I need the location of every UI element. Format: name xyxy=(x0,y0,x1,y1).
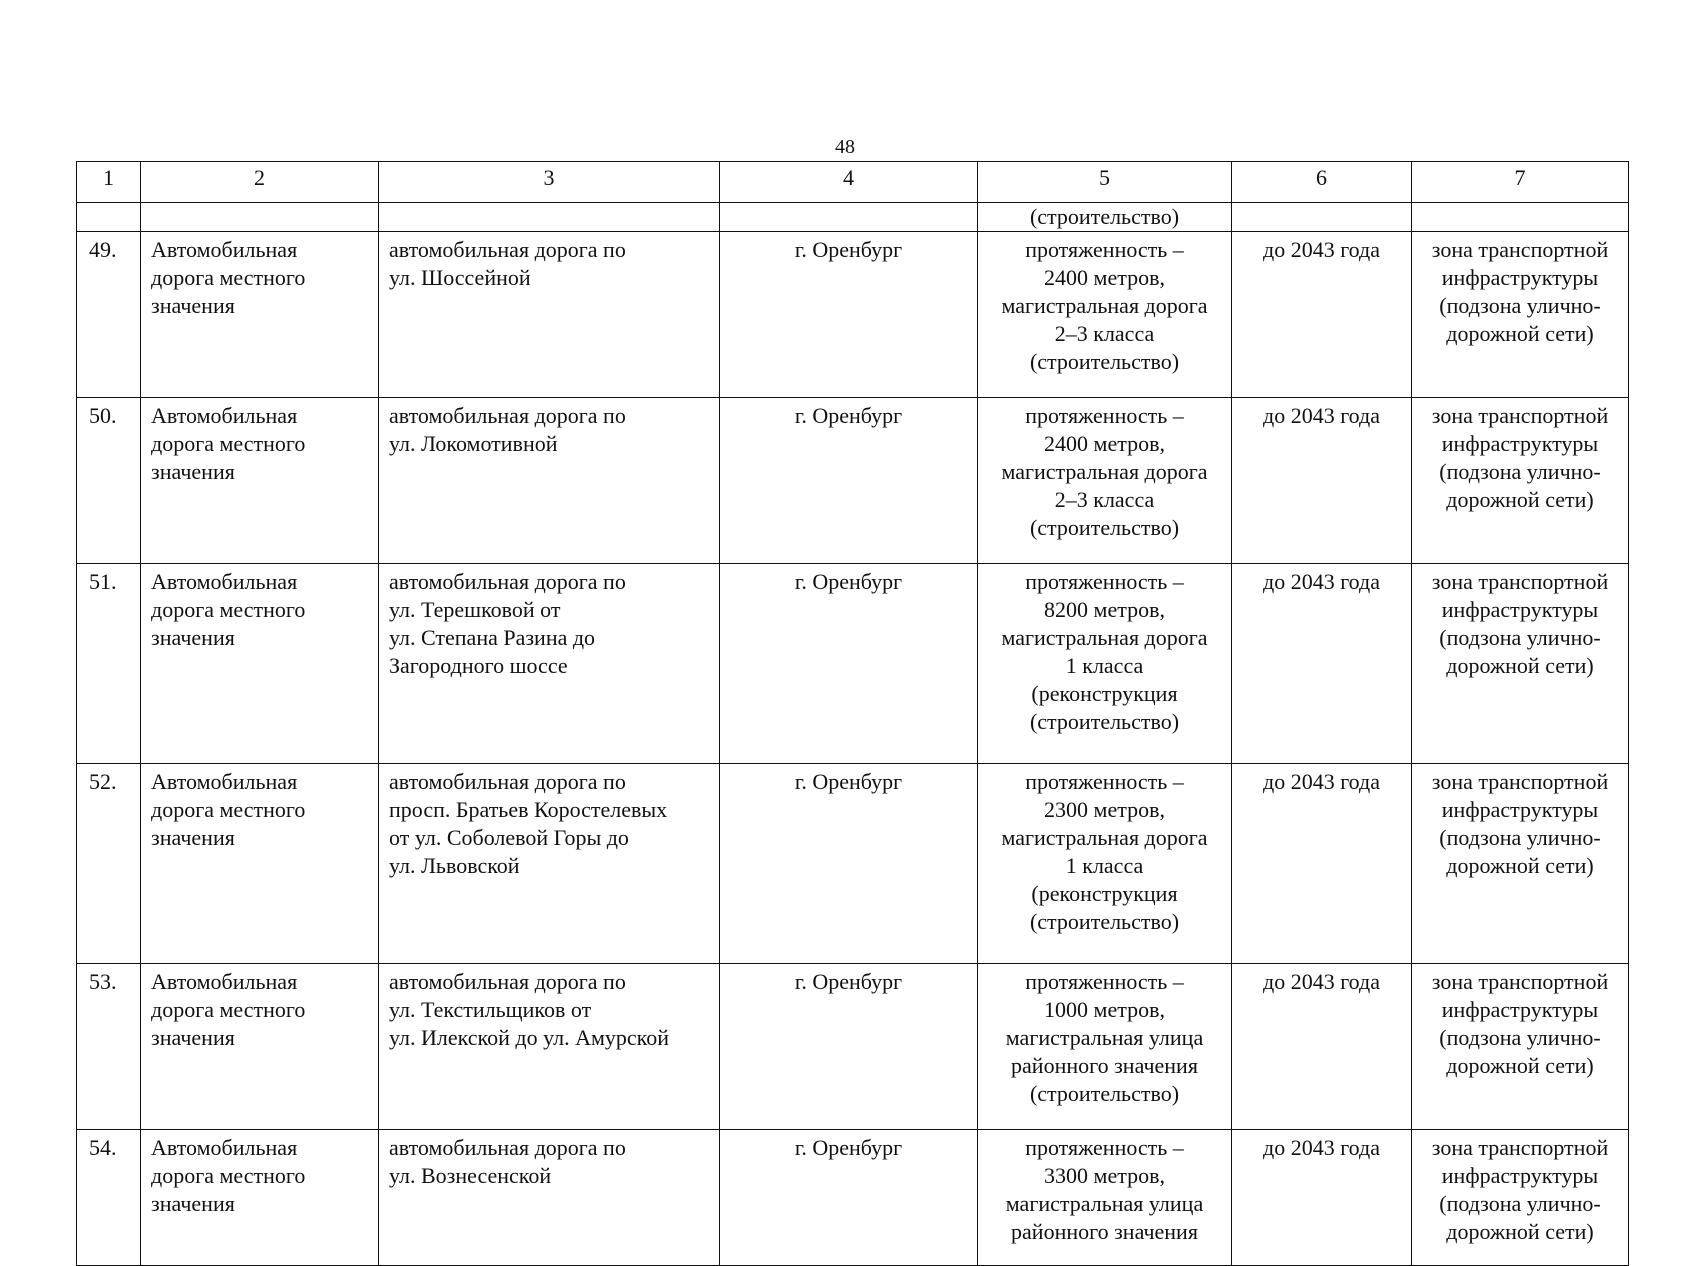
params-line: (реконструкция xyxy=(1031,881,1178,906)
type-line: значения xyxy=(151,1191,235,1216)
zone-line: дорожной сети) xyxy=(1446,487,1594,512)
zone-line: (подзона улично- xyxy=(1439,625,1601,650)
cell-params xyxy=(978,764,1232,964)
params-line: 1 класса xyxy=(1065,653,1144,678)
name-line: ул. Степана Разина до xyxy=(389,625,596,650)
zone-line: зона транспортной xyxy=(1431,969,1609,994)
cell-name xyxy=(379,398,720,564)
params-line: магистральная дорога xyxy=(1001,625,1208,650)
params-line: протяженность – xyxy=(1025,403,1184,428)
type-line: дорога местного xyxy=(151,1163,306,1188)
zone-line: (подзона улично- xyxy=(1439,1025,1601,1050)
cell-name xyxy=(379,564,720,764)
name-line: ул. Терешковой от xyxy=(389,597,561,622)
type-line: дорога местного xyxy=(151,797,306,822)
zone-line: дорожной сети) xyxy=(1446,653,1594,678)
cell-term: до 2043 года xyxy=(1232,764,1412,964)
zone-line: инфраструктуры xyxy=(1441,1163,1599,1188)
table-row xyxy=(77,964,1629,1130)
header-cell-4: 4 xyxy=(720,162,978,203)
type-line: дорога местного xyxy=(151,997,306,1022)
continuation-row xyxy=(77,203,1629,232)
cell-location: г. Оренбург xyxy=(720,1130,978,1266)
zone-line: (подзона улично- xyxy=(1439,825,1601,850)
params-line: (строительство) xyxy=(1029,515,1180,540)
name-line: автомобильная дорога по xyxy=(389,1135,626,1160)
cell-type xyxy=(141,398,379,564)
cell-params xyxy=(978,232,1232,398)
header-cell-2: 2 xyxy=(141,162,379,203)
cell-name xyxy=(379,1130,720,1266)
cell-type xyxy=(141,964,379,1130)
header-cell-7: 7 xyxy=(1412,162,1629,203)
params-line: 1 класса xyxy=(1065,853,1144,878)
zone-line: дорожной сети) xyxy=(1446,321,1594,346)
params-line: (реконструкция xyxy=(1031,681,1178,706)
type-line: дорога местного xyxy=(151,265,306,290)
params-line: магистральная дорога xyxy=(1001,293,1208,318)
cell-term: до 2043 года xyxy=(1232,398,1412,564)
table-row xyxy=(77,398,1629,564)
cell-params xyxy=(978,203,1232,232)
table-row xyxy=(77,232,1629,398)
type-line: дорога местного xyxy=(151,431,306,456)
params-line: 1000 метров, xyxy=(1044,997,1165,1022)
type-line: значения xyxy=(151,825,235,850)
cell-location: г. Оренбург xyxy=(720,964,978,1130)
cell-num: 54. xyxy=(77,1130,141,1266)
type-line: значения xyxy=(151,459,235,484)
name-line: автомобильная дорога по xyxy=(389,237,626,262)
zone-line: инфраструктуры xyxy=(1441,797,1599,822)
cell-name xyxy=(379,232,720,398)
zone-line: инфраструктуры xyxy=(1441,997,1599,1022)
params-line: 8200 метров, xyxy=(1044,597,1165,622)
name-line: автомобильная дорога по xyxy=(389,569,626,594)
cell-zone xyxy=(1412,398,1629,564)
zone-line: зона транспортной xyxy=(1431,237,1609,262)
type-line: значения xyxy=(151,1025,235,1050)
cell-zone xyxy=(1412,232,1629,398)
cell-zone xyxy=(1412,1130,1629,1266)
cell-num: 52. xyxy=(77,764,141,964)
header-cell-3: 3 xyxy=(379,162,720,203)
cell-name xyxy=(379,203,720,232)
cell-name xyxy=(379,764,720,964)
table-row xyxy=(77,1130,1629,1266)
cell-zone xyxy=(1412,203,1629,232)
cell-location: г. Оренбург xyxy=(720,564,978,764)
cell-location: г. Оренбург xyxy=(720,232,978,398)
params-line: (строительство) xyxy=(1029,204,1180,229)
params-line: магистральная дорога xyxy=(1001,459,1208,484)
cell-type xyxy=(141,764,379,964)
zone-line: зона транспортной xyxy=(1431,403,1609,428)
params-line: магистральная улица xyxy=(1005,1191,1204,1216)
type-line: Автомобильная xyxy=(151,237,298,262)
zone-line: (подзона улично- xyxy=(1439,1191,1601,1216)
page-number: 48 xyxy=(835,136,855,158)
cell-params xyxy=(978,398,1232,564)
objects-table xyxy=(76,161,1629,1266)
name-line: от ул. Соболевой Горы до xyxy=(389,825,629,850)
type-line: Автомобильная xyxy=(151,769,298,794)
params-line: протяженность – xyxy=(1025,769,1184,794)
cell-params xyxy=(978,1130,1232,1266)
table-row xyxy=(77,564,1629,764)
zone-line: инфраструктуры xyxy=(1441,265,1599,290)
params-line: 2–3 класса xyxy=(1054,487,1155,512)
cell-num: 53. xyxy=(77,964,141,1130)
zone-line: инфраструктуры xyxy=(1441,597,1599,622)
name-line: ул. Локомотивной xyxy=(389,431,558,456)
params-line: районного значения xyxy=(1011,1053,1198,1078)
cell-params xyxy=(978,564,1232,764)
cell-location: г. Оренбург xyxy=(720,398,978,564)
cell-type xyxy=(141,203,379,232)
name-line: ул. Шоссейной xyxy=(389,265,531,290)
cell-term xyxy=(1232,203,1412,232)
params-line: протяженность – xyxy=(1025,969,1184,994)
cell-zone xyxy=(1412,764,1629,964)
zone-line: инфраструктуры xyxy=(1441,431,1599,456)
cell-location xyxy=(720,203,978,232)
type-line: Автомобильная xyxy=(151,1135,298,1160)
params-line: (строительство) xyxy=(1029,1081,1180,1106)
cell-term: до 2043 года xyxy=(1232,1130,1412,1266)
cell-num: 49. xyxy=(77,232,141,398)
cell-num: 51. xyxy=(77,564,141,764)
type-line: дорога местного xyxy=(151,597,306,622)
zone-line: дорожной сети) xyxy=(1446,1219,1594,1244)
cell-num: 50. xyxy=(77,398,141,564)
name-line: Загородного шоссе xyxy=(389,653,568,678)
params-line: 2400 метров, xyxy=(1044,431,1165,456)
type-line: Автомобильная xyxy=(151,569,298,594)
zone-line: зона транспортной xyxy=(1431,769,1609,794)
name-line: ул. Текстильщиков от xyxy=(389,997,592,1022)
table-header xyxy=(77,162,1629,203)
params-line: (строительство) xyxy=(1029,349,1180,374)
table-row xyxy=(77,764,1629,964)
table-body xyxy=(77,203,1629,1266)
cell-zone xyxy=(1412,564,1629,764)
header-row xyxy=(77,162,1629,203)
cell-type xyxy=(141,564,379,764)
name-line: просп. Братьев Коростелевых xyxy=(389,797,668,822)
cell-term: до 2043 года xyxy=(1232,964,1412,1130)
type-line: значения xyxy=(151,293,235,318)
cell-type xyxy=(141,1130,379,1266)
name-line: автомобильная дорога по xyxy=(389,769,626,794)
params-line: 2400 метров, xyxy=(1044,265,1165,290)
params-line: магистральная улица xyxy=(1005,1025,1204,1050)
cell-location: г. Оренбург xyxy=(720,764,978,964)
params-line: (строительство) xyxy=(1029,909,1180,934)
params-line: 3300 метров, xyxy=(1044,1163,1165,1188)
cell-term: до 2043 года xyxy=(1232,564,1412,764)
name-line: автомобильная дорога по xyxy=(389,969,626,994)
params-line: 2–3 класса xyxy=(1054,321,1155,346)
header-cell-5: 5 xyxy=(978,162,1232,203)
zone-line: (подзона улично- xyxy=(1439,293,1601,318)
params-line: районного значения xyxy=(1011,1219,1198,1244)
params-line: магистральная дорога xyxy=(1001,825,1208,850)
name-line: автомобильная дорога по xyxy=(389,403,626,428)
params-line: (строительство) xyxy=(1029,709,1180,734)
type-line: значения xyxy=(151,625,235,650)
header-cell-1: 1 xyxy=(77,162,141,203)
type-line: Автомобильная xyxy=(151,969,298,994)
zone-line: зона транспортной xyxy=(1431,1135,1609,1160)
params-line: 2300 метров, xyxy=(1044,797,1165,822)
zone-line: дорожной сети) xyxy=(1446,853,1594,878)
zone-line: зона транспортной xyxy=(1431,569,1609,594)
cell-term: до 2043 года xyxy=(1232,232,1412,398)
params-line: протяженность – xyxy=(1025,1135,1184,1160)
zone-line: дорожной сети) xyxy=(1446,1053,1594,1078)
name-line: ул. Вознесенской xyxy=(389,1163,552,1188)
cell-name xyxy=(379,964,720,1130)
type-line: Автомобильная xyxy=(151,403,298,428)
cell-type xyxy=(141,232,379,398)
cell-num xyxy=(77,203,141,232)
params-line: протяженность – xyxy=(1025,569,1184,594)
name-line: ул. Илекской до ул. Амурской xyxy=(389,1025,670,1050)
header-cell-6: 6 xyxy=(1232,162,1412,203)
zone-line: (подзона улично- xyxy=(1439,459,1601,484)
name-line: ул. Львовской xyxy=(389,853,520,878)
cell-zone xyxy=(1412,964,1629,1130)
cell-params xyxy=(978,964,1232,1130)
params-line: протяженность – xyxy=(1025,237,1184,262)
